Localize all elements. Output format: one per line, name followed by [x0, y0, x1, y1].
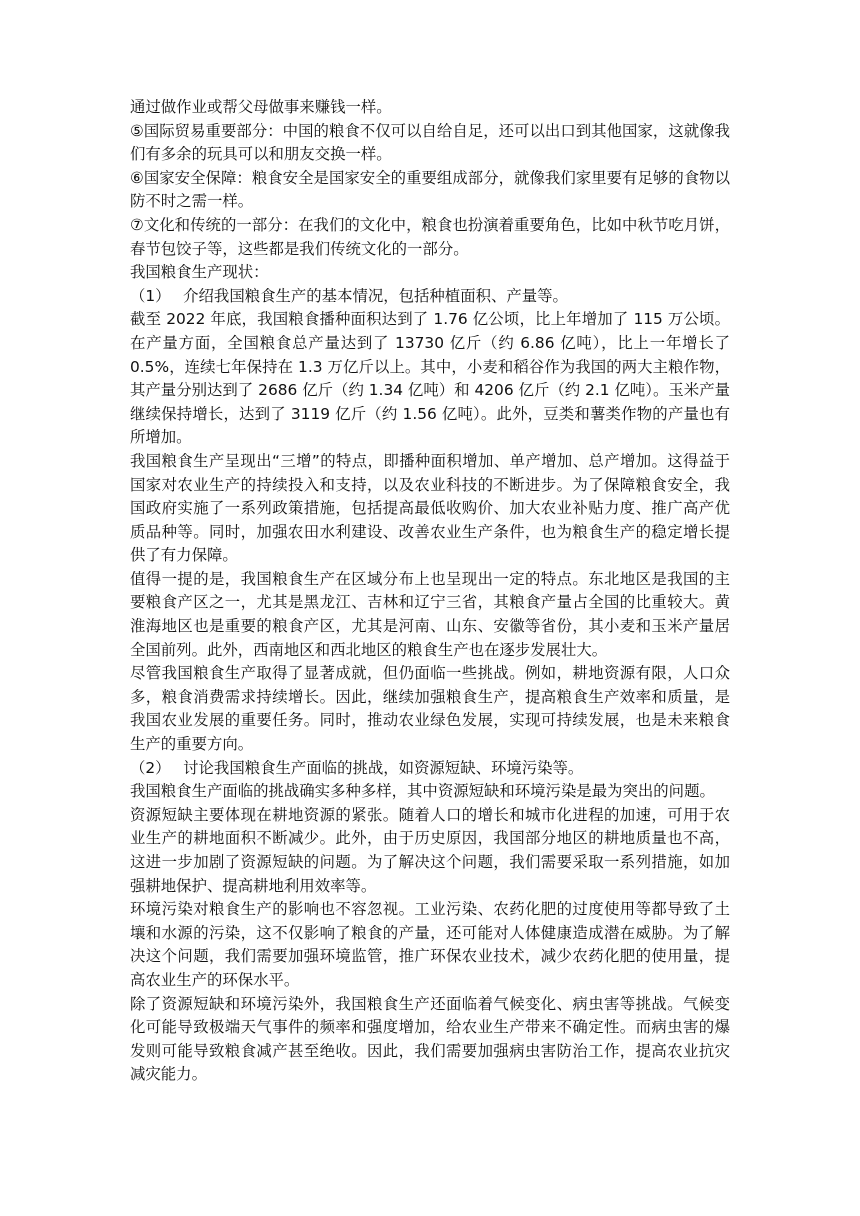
paragraph-pollution: 环境污染对粮食生产的影响也不容忽视。工业污染、农药化肥的过度使用等都导致了土壤和水源的污染，这不仅影响了粮食的产量，还可能对人体健康造成潜在威胁。为了解决这个问题，我们需要加强环境监管，推广环保农业技术，减少农药化肥的使用量，提高农业生产的环保水平。 [130, 900, 730, 989]
subheading-2: （2） 讨论我国粮食生产面临的挑战，如资源短缺、环境污染等。 [130, 758, 584, 777]
paragraph-achievements-challenges: 尽管我国粮食生产取得了显著成就，但仍面临一些挑战。例如，耕地资源有限，人口众多，粮食消费需求持续增长。因此，继续加强粮食生产，提高粮食生产效率和质量，是我国农业发展的重要任务。同时，推动农业绿色发展，实现可持续发展，也是未来粮食生产的重要方向。 [130, 664, 730, 754]
paragraph-regional-distribution: 值得一提的是，我国粮食生产在区域分布上也呈现出一定的特点。东北地区是我国的主要粮食产区之一，尤其是黑龙江、吉林和辽宁三省，其粮食产量占全国的比重较大。黄淮海地区也是重要的粮食产区，尤其是河南、山东、安徽等省份，其小麦和玉米产量居全国前列。此外，西南地区和西北地区的粮食生产也在逐步发展壮大。 [130, 569, 730, 659]
paragraph-resource-shortage: 资源短缺主要体现在耕地资源的紧张。随着人口的增长和城市化进程的加速，可用于农业生产的耕地面积不断减少。此外，由于历史原因，我国部分地区的耕地质量也不高，这进一步加剧了资源短缺的问题。为了解决这个问题，我们需要采取一系列措施，如加强耕地保护、提高耕地利用效率等。 [130, 805, 730, 895]
section-heading-current-status: 我国粮食生产现状： [130, 263, 269, 282]
paragraph-continuation: 通过做作业或帮父母做事来赚钱一样。 [130, 98, 392, 116]
paragraph-challenges-intro: 我国粮食生产面临的挑战确实多种多样，其中资源短缺和环境污染是最为突出的问题。 [130, 782, 715, 801]
paragraph-point-5: ⑤国际贸易重要部分：中国的粮食不仅可以自给自足，还可以出口到其他国家，这就像我们有多余的玩具可以和朋友交换一样。 [130, 121, 730, 164]
paragraph-production-stats: 截至 2022 年底，我国粮食播种面积达到了 1.76 亿公顷，比上年增加了 115 万公顷。在产量方面，全国粮食总产量达到了 13730 亿斤（约 6.86 亿吨），比上一年增长了 0.5%，连续七年保持在 1.3 万亿斤以上。其中，小麦和稻谷作为我国的两大主粮作物，其产量分别达到了 2686 亿斤（约 1.34 亿吨）和 4206 亿斤（约 2.1 亿吨）。玉米产量继续保持增长，达到了 3119 亿斤（约 1.56 亿吨）。此外，豆类和薯类作物的产量也有所增加。 [130, 310, 730, 447]
paragraph-point-6: ⑥国家安全保障：粮食安全是国家安全的重要组成部分，就像我们家里要有足够的食物以防不时之需一样。 [130, 168, 730, 211]
paragraph-three-increases: 我国粮食生产呈现出“三增”的特点，即播种面积增加、单产增加、总产增加。这得益于国家对农业生产的持续投入和支持，以及农业科技的不断进步。为了保障粮食安全，我国政府实施了一系列政策措施，包括提高最低收购价、加大农业补贴力度、推广高产优质品种等。同时，加强农田水利建设、改善农业生产条件，也为粮食生产的稳定增长提供了有力保障。 [130, 451, 730, 565]
paragraph-point-7: ⑦文化和传统的一部分：在我们的文化中，粮食也扮演着重要角色，比如中秋节吃月饼，春节包饺子等，这些都是我们传统文化的一部分。 [130, 215, 730, 258]
document-page [130, 96, 730, 1087]
paragraph-climate-pests: 除了资源短缺和环境污染外，我国粮食生产还面临着气候变化、病虫害等挑战。气候变化可能导致极端天气事件的频率和强度增加，给农业生产带来不确定性。而病虫害的爆发则可能导致粮食减产甚至绝收。因此，我们需要加强病虫害防治工作，提高农业抗灾减灾能力。 [130, 994, 730, 1084]
subheading-1: （1） 介绍我国粮食生产的基本情况，包括种植面积、产量等。 [130, 286, 568, 305]
